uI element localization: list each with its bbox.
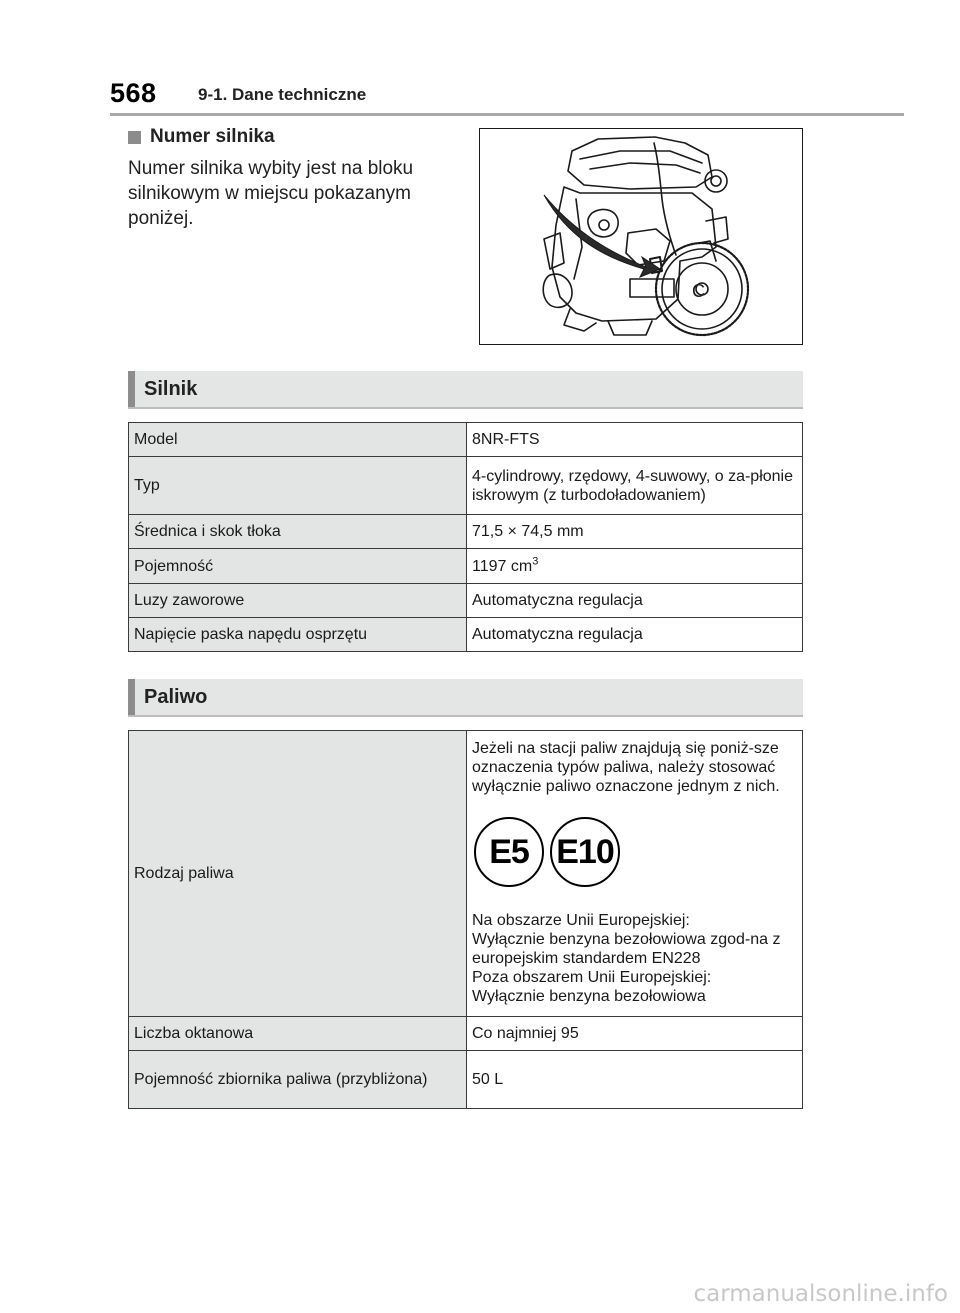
- table-row: [129, 584, 803, 618]
- spec-value: 50 L: [467, 1051, 803, 1109]
- svg-text:C: C: [692, 281, 705, 301]
- eu-heading: Na obszarze Unii Europejskiej:: [472, 912, 690, 929]
- eu-text: Wyłącznie benzyna bezołowiowa zgod-na z europejskim standardem EN228: [472, 931, 781, 967]
- spec-value: Automatyczna regulacja: [467, 584, 803, 618]
- spec-label: Model: [129, 423, 467, 457]
- engine-drawing-icon: [480, 129, 801, 343]
- engine-number-heading-text: Numer silnika: [150, 126, 275, 147]
- engine-illustration: [479, 128, 803, 345]
- spec-value: 8NR-FTS: [467, 423, 803, 457]
- fuel-type-value: [467, 731, 803, 1017]
- spec-label: Rodzaj paliwa: [129, 731, 467, 1017]
- spec-label: Typ: [129, 457, 467, 515]
- fuel-badge-e10-icon: E10: [550, 817, 620, 887]
- spec-label: Pojemność: [129, 549, 467, 584]
- fuel-type-intro: Jeżeli na stacji paliw znajdują się poniż-sze oznaczenia typów paliwa, należy stosować wyłącznie paliwo oznaczone jednym z nich.: [472, 740, 780, 795]
- spec-value: Automatyczna regulacja: [467, 618, 803, 652]
- fuel-section-header: [128, 679, 803, 717]
- watermark: carmanualsonline.info: [693, 1281, 948, 1307]
- table-row: [129, 549, 803, 584]
- engine-section-header: [128, 371, 803, 409]
- engine-number-heading: [128, 126, 275, 148]
- displacement-unit-exponent: 3: [532, 555, 539, 568]
- table-row: [129, 1017, 803, 1051]
- header-divider: [110, 113, 904, 116]
- section-marker: [128, 679, 135, 715]
- displacement-value: 1197 cm: [472, 557, 533, 575]
- table-row: [129, 515, 803, 549]
- table-row: [129, 731, 803, 1017]
- fuel-badge-e5-icon: E5: [474, 817, 544, 887]
- fuel-badges: [474, 817, 797, 887]
- spec-value: [467, 549, 803, 584]
- fuel-spec-table: [128, 730, 803, 1109]
- engine-spec-table: [128, 422, 803, 652]
- page-header: [110, 78, 904, 112]
- spec-label: Pojemność zbiornika paliwa (przybliżona): [129, 1051, 467, 1109]
- table-row: [129, 618, 803, 652]
- page-number: 568: [110, 78, 157, 108]
- fuel-section-title: Paliwo: [144, 686, 208, 708]
- square-bullet-icon: [128, 131, 141, 144]
- spec-label: Średnica i skok tłoka: [129, 515, 467, 549]
- spec-value: 71,5 × 74,5 mm: [467, 515, 803, 549]
- spec-label: Napięcie paska napędu osprzętu: [129, 618, 467, 652]
- spec-value: 4-cylindrowy, rzędowy, 4-suwowy, o za-płonie iskrowym (z turbodoładowaniem): [467, 457, 803, 515]
- spec-value: Co najmniej 95: [467, 1017, 803, 1051]
- spec-label: Luzy zaworowe: [129, 584, 467, 618]
- table-row: [129, 423, 803, 457]
- table-row: [129, 1051, 803, 1109]
- section-marker: [128, 371, 135, 407]
- non-eu-text: Wyłącznie benzyna bezołowiowa: [472, 988, 706, 1005]
- chapter-title: 9-1. Dane techniczne: [198, 85, 367, 104]
- engine-section-title: Silnik: [144, 378, 198, 400]
- table-row: [129, 457, 803, 515]
- spec-label: Liczba oktanowa: [129, 1017, 467, 1051]
- engine-number-description: Numer silnika wybity jest na bloku silnikowym w miejscu pokazanym poniżej.: [128, 158, 414, 229]
- non-eu-heading: Poza obszarem Unii Europejskiej:: [472, 969, 712, 986]
